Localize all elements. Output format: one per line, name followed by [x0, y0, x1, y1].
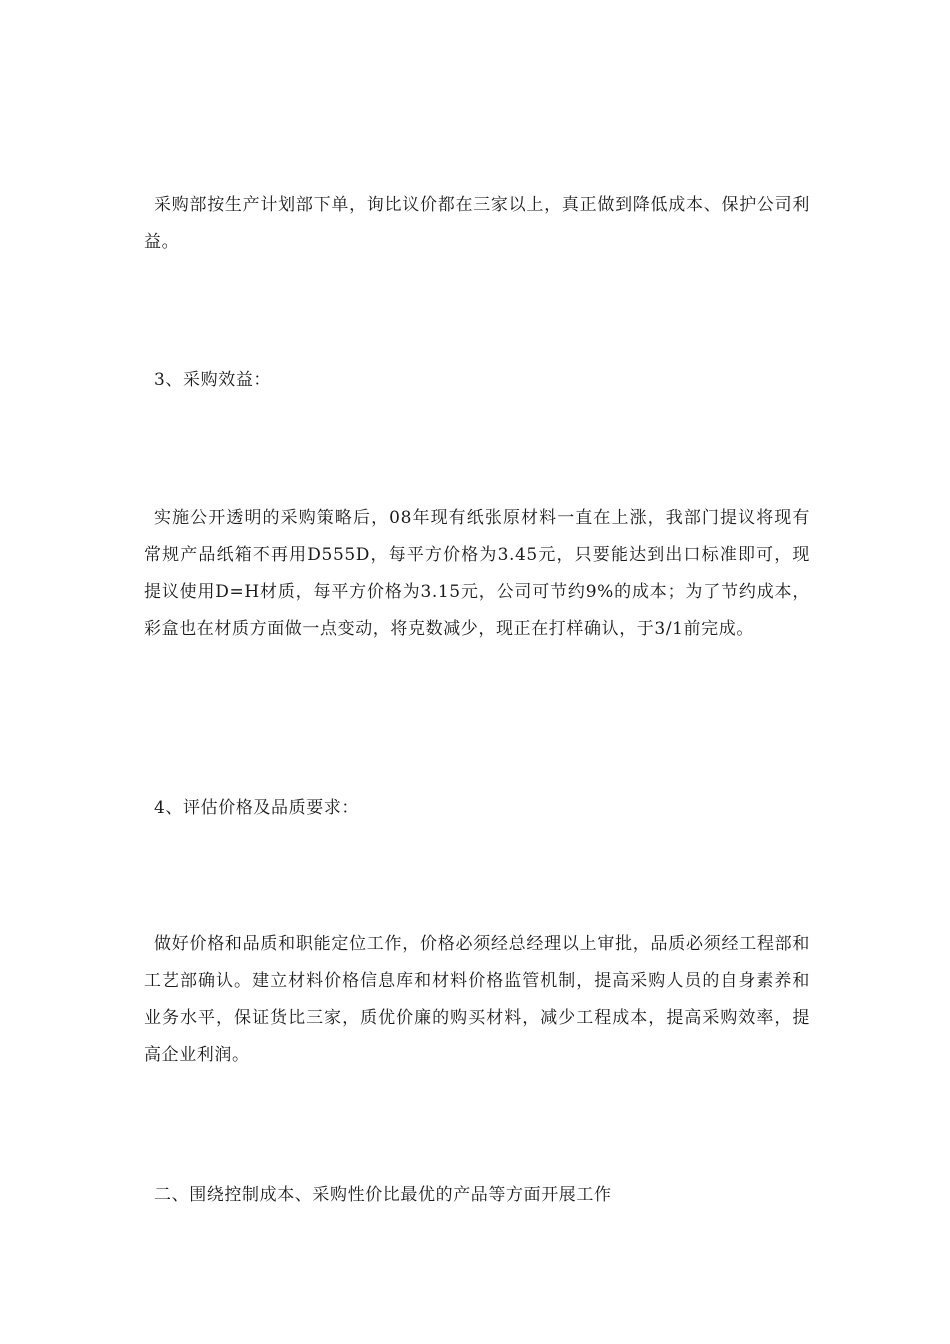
heading-price-quality-requirements: 4、评估价格及品质要求： — [154, 798, 360, 818]
section-heading-cost-control: 二、围绕控制成本、采购性价比最优的产品等方面开展工作 — [154, 1185, 612, 1205]
paragraph-price-quality-work: 做好价格和品质和职能定位工作，价格必须经总经理以上审批，品质必须经工程部和工艺部确认。建立材料价格信息库和材料价格监管机制，提高采购人员的自身素养和业务水平，保证货比三家，质优价廉的购买材料，减少工程成本，提高采购效率，提高企业利润。 — [144, 934, 810, 1065]
paragraph-procurement-orders: 采购部按生产计划部下单，询比议价都在三家以上，真正做到降低成本、保护公司利益。 — [144, 195, 810, 252]
paragraph-procurement-strategy: 实施公开透明的采购策略后，08年现有纸张原材料一直在上涨，我部门提议将现有常规产品纸箱不再用D555D，每平方价格为3.45元，只要能达到出口标准即可，现提议使用D=H材质，每平方价格为3.15元，公司可节约9%的成本；为了节约成本，彩盒也在材质方面做一点变动，将克数减少，现正在打样确认，于3/1前完成。 — [144, 508, 810, 639]
heading-procurement-benefits: 3、采购效益： — [154, 370, 272, 390]
